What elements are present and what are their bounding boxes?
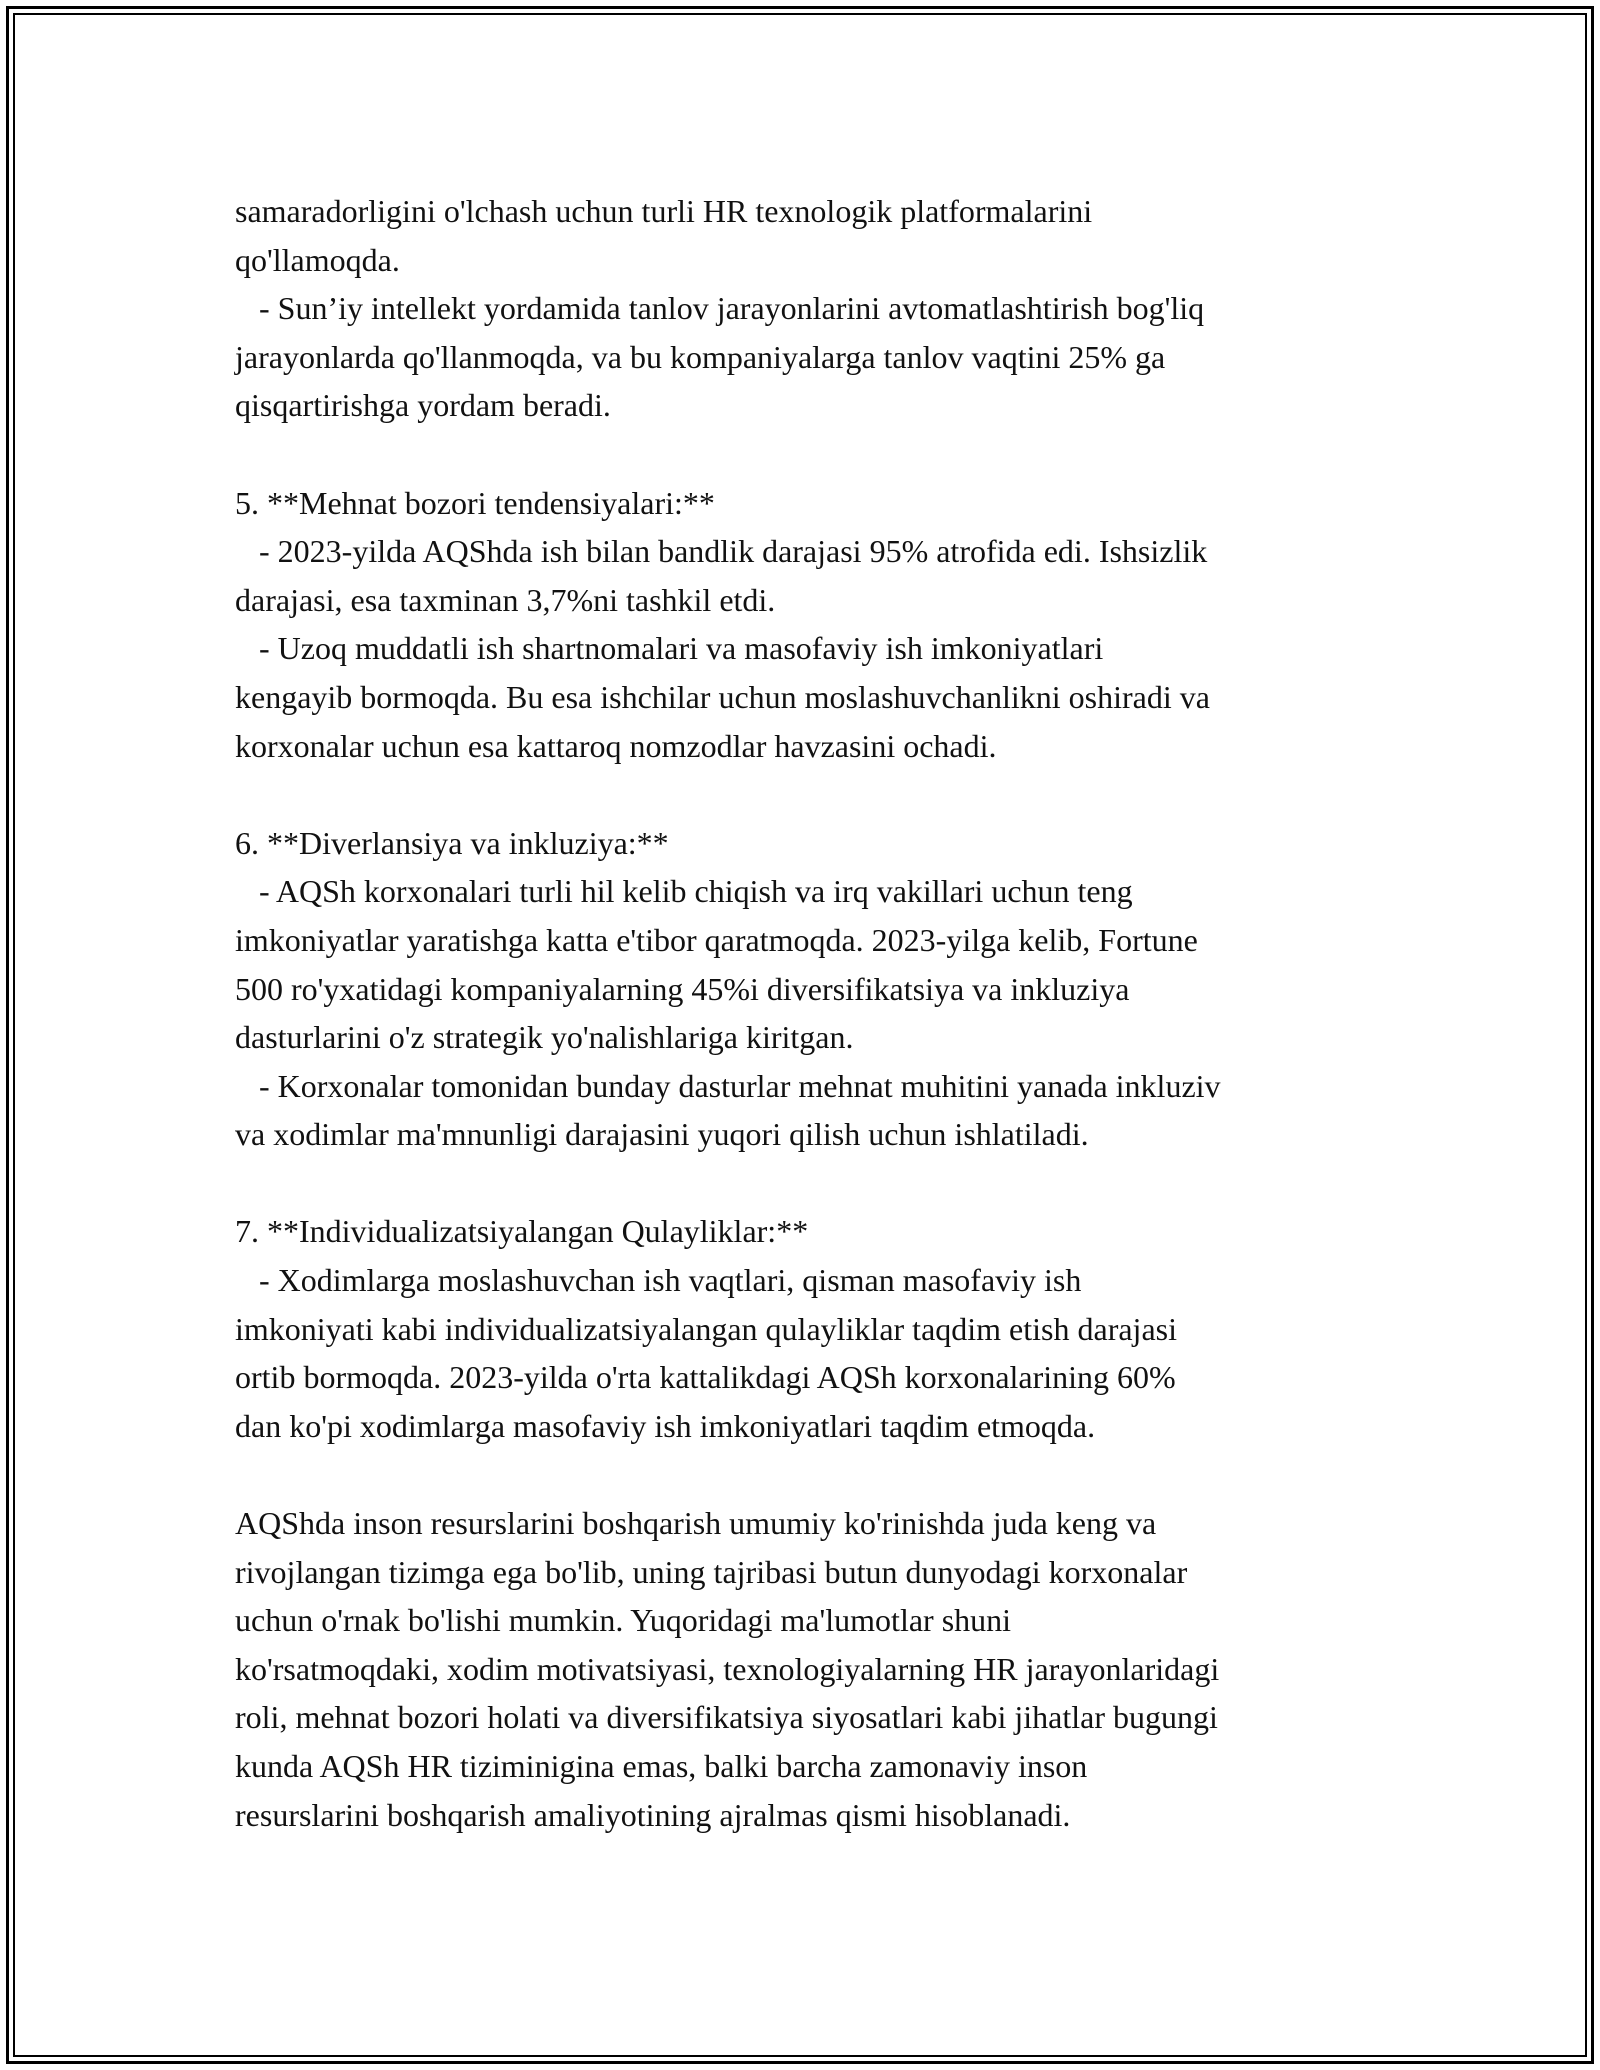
text-line: rivojlangan tizimga ega bo'lib, uning tajribasi butun dunyodagi korxonalar <box>235 1553 1188 1590</box>
text-line: samaradorligini o'lchash uchun turli HR texnologik platformalarini <box>235 193 1093 229</box>
text-line: 6. **Diverlansiya va inkluziya:** <box>235 824 669 861</box>
text-line: resurslarini boshqarish amaliyotining ajralmas qismi hisoblanadi. <box>235 1796 1071 1833</box>
text-line: 7. **Individualizatsiyalangan Qulayliklar:** <box>235 1213 809 1250</box>
paragraph-gap <box>235 1450 1375 1499</box>
paragraph-2 <box>235 479 1375 771</box>
paragraph-1 <box>235 187 1375 430</box>
text-line: dasturlarini o'z strategik yo'nalishlariga kiritgan. <box>235 1019 854 1056</box>
paragraph-5 <box>235 1499 1375 1839</box>
text-line: kunda AQSh HR tiziminigina emas, balki barcha zamonaviy inson <box>235 1748 1088 1784</box>
text-line: - Uzoq muddatli ish shartnomalari va masofaviy ish imkoniyatlari <box>235 630 1104 667</box>
paragraph-gap <box>235 1159 1375 1208</box>
text-line: ko'rsatmoqdaki, xodim motivatsiyasi, texnologiyalarning HR jarayonlaridagi <box>235 1650 1220 1687</box>
paragraph-gap <box>235 430 1375 479</box>
text-line: AQShda inson resurslarini boshqarish umumiy ko'rinishda juda keng va <box>235 1505 1157 1542</box>
paragraph-3 <box>235 819 1375 1159</box>
paragraph-gap <box>235 770 1375 819</box>
document-body <box>235 187 1375 1839</box>
text-line: darajasi, esa taxminan 3,7%ni tashkil etdi. <box>235 581 776 618</box>
text-line: qisqartirishga yordam beradi. <box>235 387 611 424</box>
text-line: imkoniyati kabi individualizatsiyalangan qulayliklar taqdim etish darajasi <box>235 1310 1177 1347</box>
text-line: 500 ro'yxatidagi kompaniyalarning 45%i diversifikatsiya va inkluziya <box>235 970 1130 1007</box>
text-line: - Korxonalar tomonidan bunday dasturlar mehnat muhitini yanada inkluziv <box>235 1067 1221 1104</box>
text-line: kengayib bormoqda. Bu esa ishchilar uchun moslashuvchanlikni oshiradi va <box>235 678 1210 715</box>
text-line: jarayonlarda qo'llanmoqda, va bu kompaniyalarga tanlov vaqtini 25% ga <box>235 338 1166 375</box>
text-line: qo'llamoqda. <box>235 241 400 278</box>
text-line: - Sun’iy intellekt yordamida tanlov jarayonlarini avtomatlashtirish bog'liq <box>235 290 1205 327</box>
text-line: dan ko'pi xodimlarga masofaviy ish imkoniyatlari taqdim etmoqda. <box>235 1407 1096 1444</box>
text-line: va xodimlar ma'mnunligi darajasini yuqori qilish uchun ishlatiladi. <box>235 1116 1089 1153</box>
text-line: - 2023-yilda AQShda ish bilan bandlik darajasi 95% atrofida edi. Ishsizlik <box>235 533 1208 570</box>
text-line: ortib bormoqda. 2023-yilda o'rta kattalikdagi AQSh korxonalarining 60% <box>235 1359 1176 1396</box>
text-line: imkoniyatlar yaratishga katta e'tibor qaratmoqda. 2023-yilga kelib, Fortune <box>235 921 1198 958</box>
text-line: - AQSh korxonalari turli hil kelib chiqish va irq vakillari uchun teng <box>235 873 1133 910</box>
text-line: uchun o'rnak bo'lishi mumkin. Yuqoridagi ma'lumotlar shuni <box>235 1602 1012 1639</box>
paragraph-4 <box>235 1207 1375 1450</box>
text-line: korxonalar uchun esa kattaroq nomzodlar havzasini ochadi. <box>235 727 997 764</box>
text-line: 5. **Mehnat bozori tendensiyalari:** <box>235 484 715 521</box>
text-line: roli, mehnat bozori holati va diversifikatsiya siyosatlari kabi jihatlar bugungi <box>235 1699 1218 1736</box>
text-line: - Xodimlarga moslashuvchan ish vaqtlari, qisman masofaviy ish <box>235 1262 1082 1299</box>
